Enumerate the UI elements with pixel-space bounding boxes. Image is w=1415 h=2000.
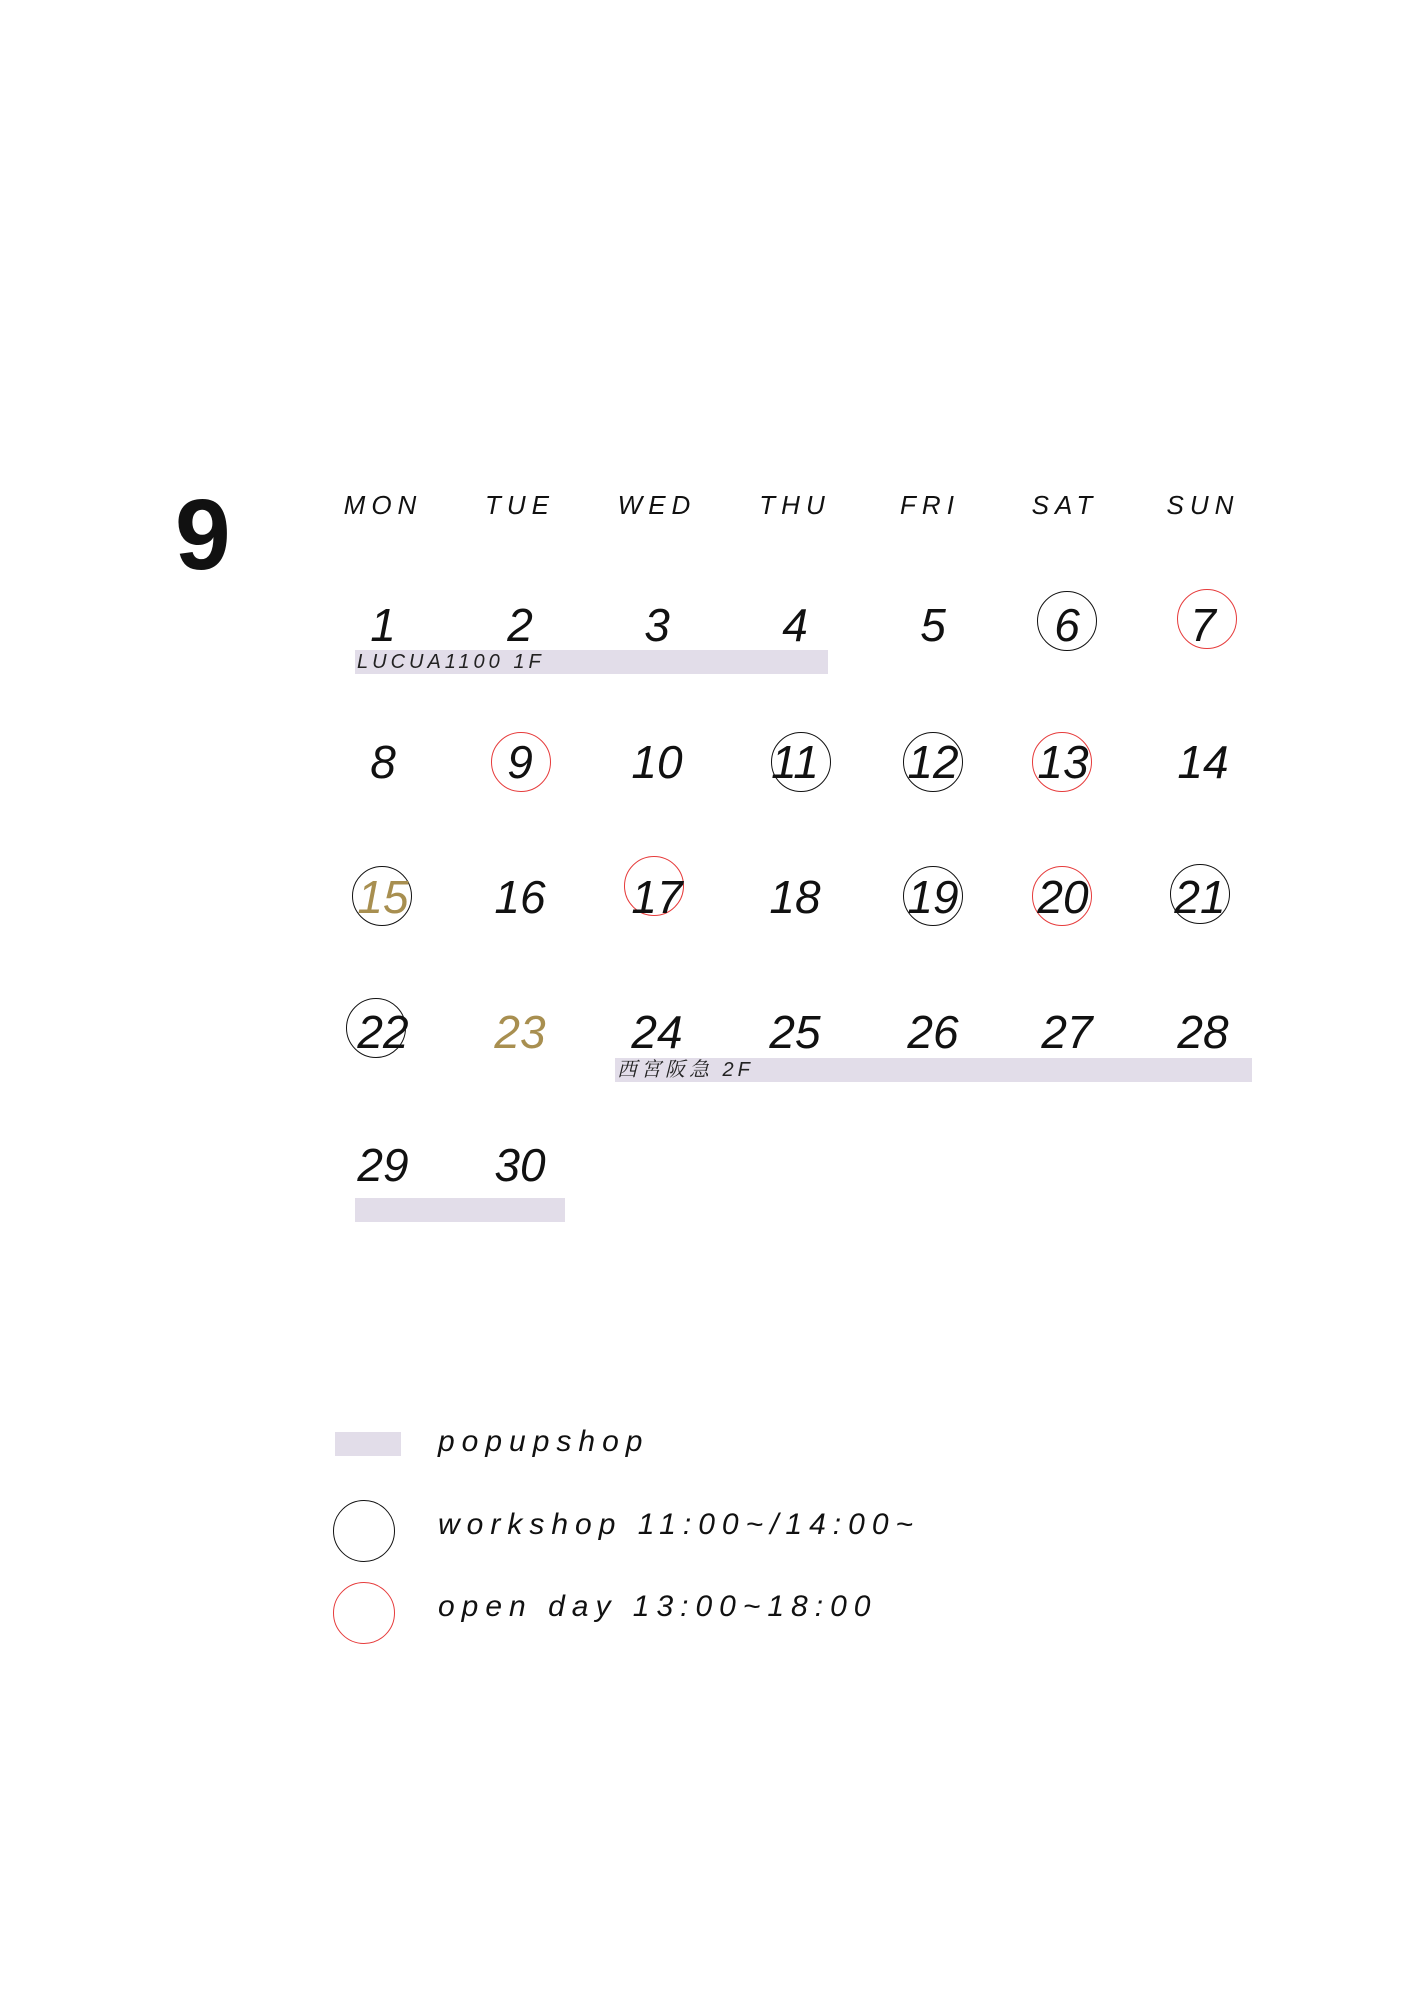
weekday-sun: SUN (1166, 490, 1240, 520)
date-30: 30 (494, 1139, 546, 1191)
weekday-tue: TUE (485, 490, 555, 520)
date-29: 29 (357, 1139, 409, 1191)
date-15: 15 (357, 871, 409, 923)
legend-popup-label: popupshop (438, 1425, 650, 1458)
date-21: 21 (1174, 871, 1226, 923)
date-23: 23 (494, 1006, 546, 1058)
date-28: 28 (1177, 1006, 1229, 1058)
date-18: 18 (769, 871, 821, 923)
date-16: 16 (494, 871, 546, 923)
popup-label-nishinomiya: 西宮阪急 2F (617, 1059, 754, 1081)
date-7: 7 (1190, 599, 1216, 651)
legend-workshop-label: workshop 11:00~/14:00~ (438, 1508, 921, 1541)
date-19: 19 (907, 871, 959, 923)
date-11: 11 (771, 736, 819, 788)
date-8: 8 (370, 736, 396, 788)
date-3: 3 (644, 599, 670, 651)
weekday-wed: WED (617, 490, 697, 520)
legend-openday-label: open day 13:00~18:00 (438, 1590, 878, 1623)
date-17: 17 (631, 871, 683, 923)
month-number: 9 (175, 479, 231, 591)
date-5: 5 (920, 599, 946, 651)
date-26: 26 (907, 1006, 959, 1058)
weekday-fri: FRI (900, 490, 960, 520)
popup-bar-late-month (355, 1198, 565, 1222)
date-14: 14 (1177, 736, 1229, 788)
legend-workshop-ring-icon (333, 1500, 395, 1562)
weekday-mon: MON (343, 490, 423, 520)
date-6: 6 (1054, 599, 1080, 651)
date-25: 25 (769, 1006, 821, 1058)
date-24: 24 (631, 1006, 683, 1058)
legend-popup-swatch (335, 1432, 401, 1456)
weekday-thu: THU (759, 490, 831, 520)
legend-openday-ring-icon (333, 1582, 395, 1644)
date-20: 20 (1037, 871, 1089, 923)
date-10: 10 (631, 736, 683, 788)
date-13: 13 (1037, 736, 1089, 788)
date-27: 27 (1041, 1006, 1093, 1058)
date-1: 1 (370, 599, 396, 651)
date-2: 2 (507, 599, 533, 651)
date-9: 9 (507, 736, 533, 788)
date-12: 12 (907, 736, 959, 788)
date-22: 22 (357, 1006, 409, 1058)
date-4: 4 (782, 599, 808, 651)
weekday-sat: SAT (1031, 490, 1099, 520)
popup-label-lucua: LUCUA1100 1F (357, 651, 545, 673)
